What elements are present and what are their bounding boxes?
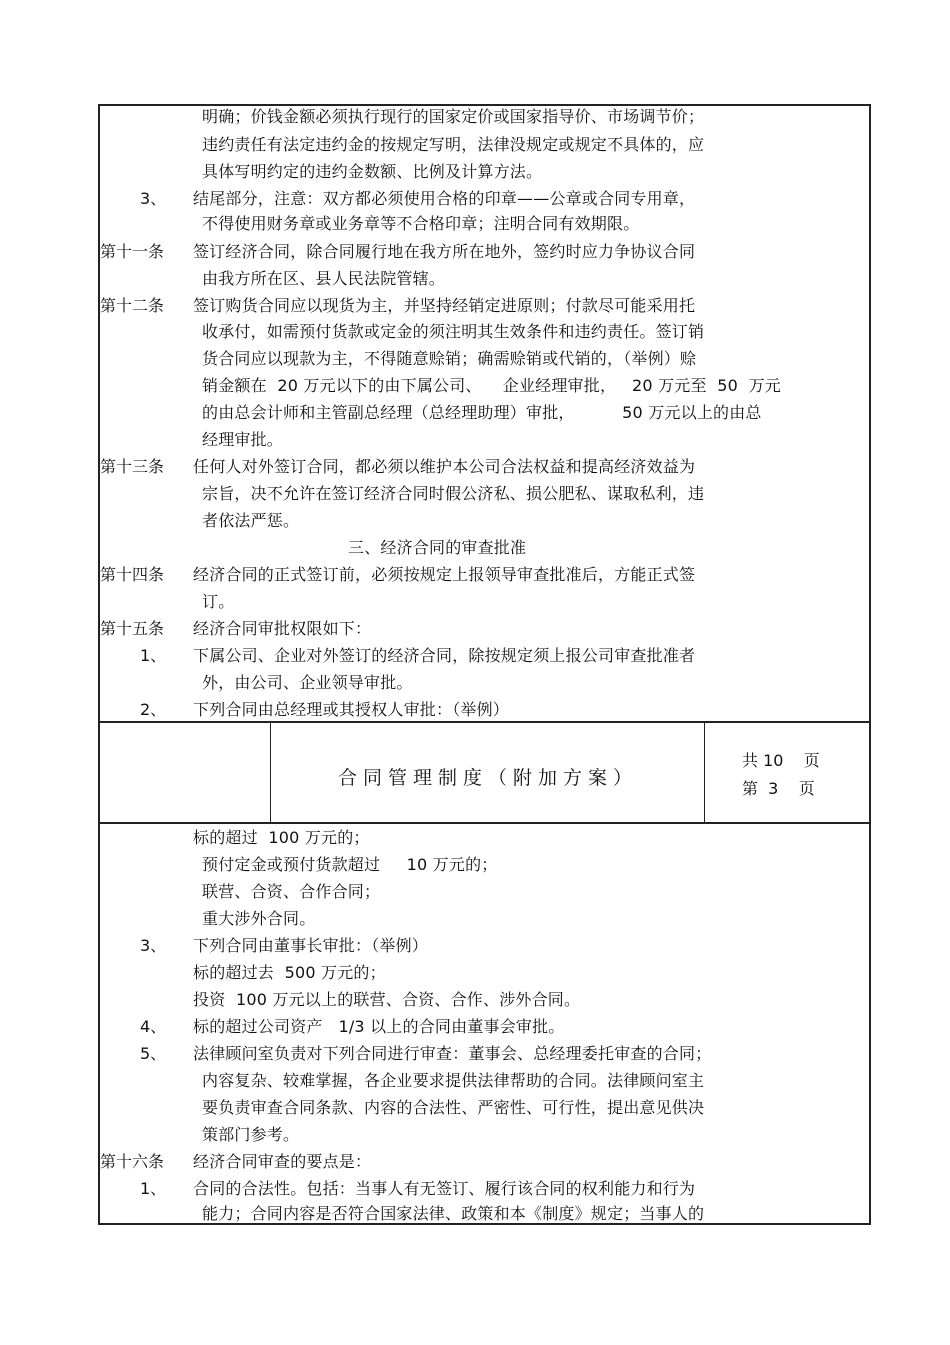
article-label: 第十六条 — [100, 1152, 165, 1171]
item-number: 2、 — [140, 700, 167, 719]
text-line: 联营、合资、合作合同； — [202, 882, 381, 901]
text-line: 经理审批。 — [202, 430, 284, 449]
item-number: 1、 — [140, 1179, 167, 1198]
text-line: 不得使用财务章或业务章等不合格印章；注明合同有效期限。 — [202, 214, 640, 233]
text-line: 要负责审查合同条款、内容的合法性、严密性、可行性，提出意见供决 — [202, 1098, 705, 1117]
header-right-divider — [704, 722, 705, 823]
text-line: 任何人对外签订合同，都必须以维护本公司合法权益和提高经济效益为 — [193, 457, 696, 476]
text-line: 法律顾问室负责对下列合同进行审查：董事会、总经理委托审查的合同； — [193, 1044, 712, 1063]
text-line: 经济合同审查的要点是： — [193, 1152, 372, 1171]
text-line: 预付定金或预付货款超过 10 万元的； — [202, 855, 498, 874]
item-number: 3、 — [140, 936, 167, 955]
article-label: 第十三条 — [100, 457, 165, 476]
text-line: 签订购货合同应以现货为主，并坚持经销定进原则；付款尽可能采用托 — [193, 296, 696, 315]
text-line: 经济合同审批权限如下： — [193, 619, 372, 638]
text-line: 内容复杂、较难掌握，各企业要求提供法律帮助的合同。法律顾问室主 — [202, 1071, 705, 1090]
header-left-divider — [270, 722, 271, 823]
article-label: 第十五条 — [100, 619, 165, 638]
item-number: 3、 — [140, 189, 167, 208]
total-pages: 共 10 页 — [742, 751, 820, 770]
text-line: 标的超过去 500 万元的； — [193, 963, 386, 982]
text-line: 下列合同由董事长审批：（举例） — [193, 936, 429, 955]
text-line: 的由总会计师和主管副总经理（总经理助理）审批， 50 万元以上的由总 — [202, 403, 762, 422]
text-line: 经济合同的正式签订前，必须按规定上报领导审查批准后，方能正式签 — [193, 565, 696, 584]
text-line: 重大涉外合同。 — [202, 909, 316, 928]
text-line: 能力；合同内容是否符合国家法律、政策和本《制度》规定；当事人的 — [202, 1204, 705, 1223]
text-line: 宗旨，决不允许在签订经济合同时假公济私、损公肥私、谋取私利，违 — [202, 484, 705, 503]
text-line: 收承付，如需预付货款或定金的须注明其生效条件和违约责任。签订销 — [202, 322, 705, 341]
text-line: 投资 100 万元以上的联营、合资、合作、涉外合同。 — [193, 990, 581, 1009]
current-page: 第 3 页 — [742, 779, 815, 798]
article-label: 第十一条 — [100, 242, 165, 261]
text-line: 具体写明约定的违约金数额、比例及计算方法。 — [202, 162, 543, 181]
text-line: 外，由公司、企业领导审批。 — [202, 673, 413, 692]
text-line: 策部门参考。 — [202, 1125, 300, 1144]
text-line: 合同的合法性。包括：当事人有无签订、履行该合同的权利能力和行为 — [193, 1179, 696, 1198]
article-label: 第十二条 — [100, 296, 165, 315]
text-line: 下列合同由总经理或其授权人审批：（举例） — [193, 700, 510, 719]
text-line: 标的超过 100 万元的； — [193, 828, 370, 847]
text-line: 标的超过公司资产 1/3 以上的合同由董事会审批。 — [193, 1017, 565, 1036]
text-line: 违约责任有法定违约金的按规定写明，法律没规定或规定不具体的，应 — [202, 135, 705, 154]
text-line: 货合同应以现款为主，不得随意赊销；确需赊销或代销的，（举例）赊 — [202, 349, 697, 368]
text-line: 者依法严惩。 — [202, 511, 300, 530]
header-top-rule — [98, 721, 871, 723]
item-number: 5、 — [140, 1044, 167, 1063]
text-line: 签订经济合同，除合同履行地在我方所在地外，签约时应力争协议合同 — [193, 242, 696, 261]
text-line: 明确；价钱金额必须执行现行的国家定价或国家指导价、市场调节价； — [202, 107, 705, 126]
header-bottom-rule — [98, 822, 871, 824]
item-number: 1、 — [140, 646, 167, 665]
item-number: 4、 — [140, 1017, 167, 1036]
text-line: 下属公司、企业对外签订的经济合同，除按规定须上报公司审查批准者 — [193, 646, 696, 665]
text-line: 由我方所在区、县人民法院管辖。 — [202, 269, 446, 288]
text-line: 销金额在 20 万元以下的由下属公司、 企业经理审批， 20 万元至 50 万元 — [202, 376, 781, 395]
text-line: 结尾部分，注意：双方都必须使用合格的印章——公章或合同专用章， — [193, 189, 696, 208]
article-label: 第十四条 — [100, 565, 165, 584]
document-title: 合同管理制度（附加方案） — [337, 767, 638, 789]
section-heading: 三、经济合同的审查批准 — [348, 538, 527, 557]
text-line: 订。 — [202, 592, 235, 611]
